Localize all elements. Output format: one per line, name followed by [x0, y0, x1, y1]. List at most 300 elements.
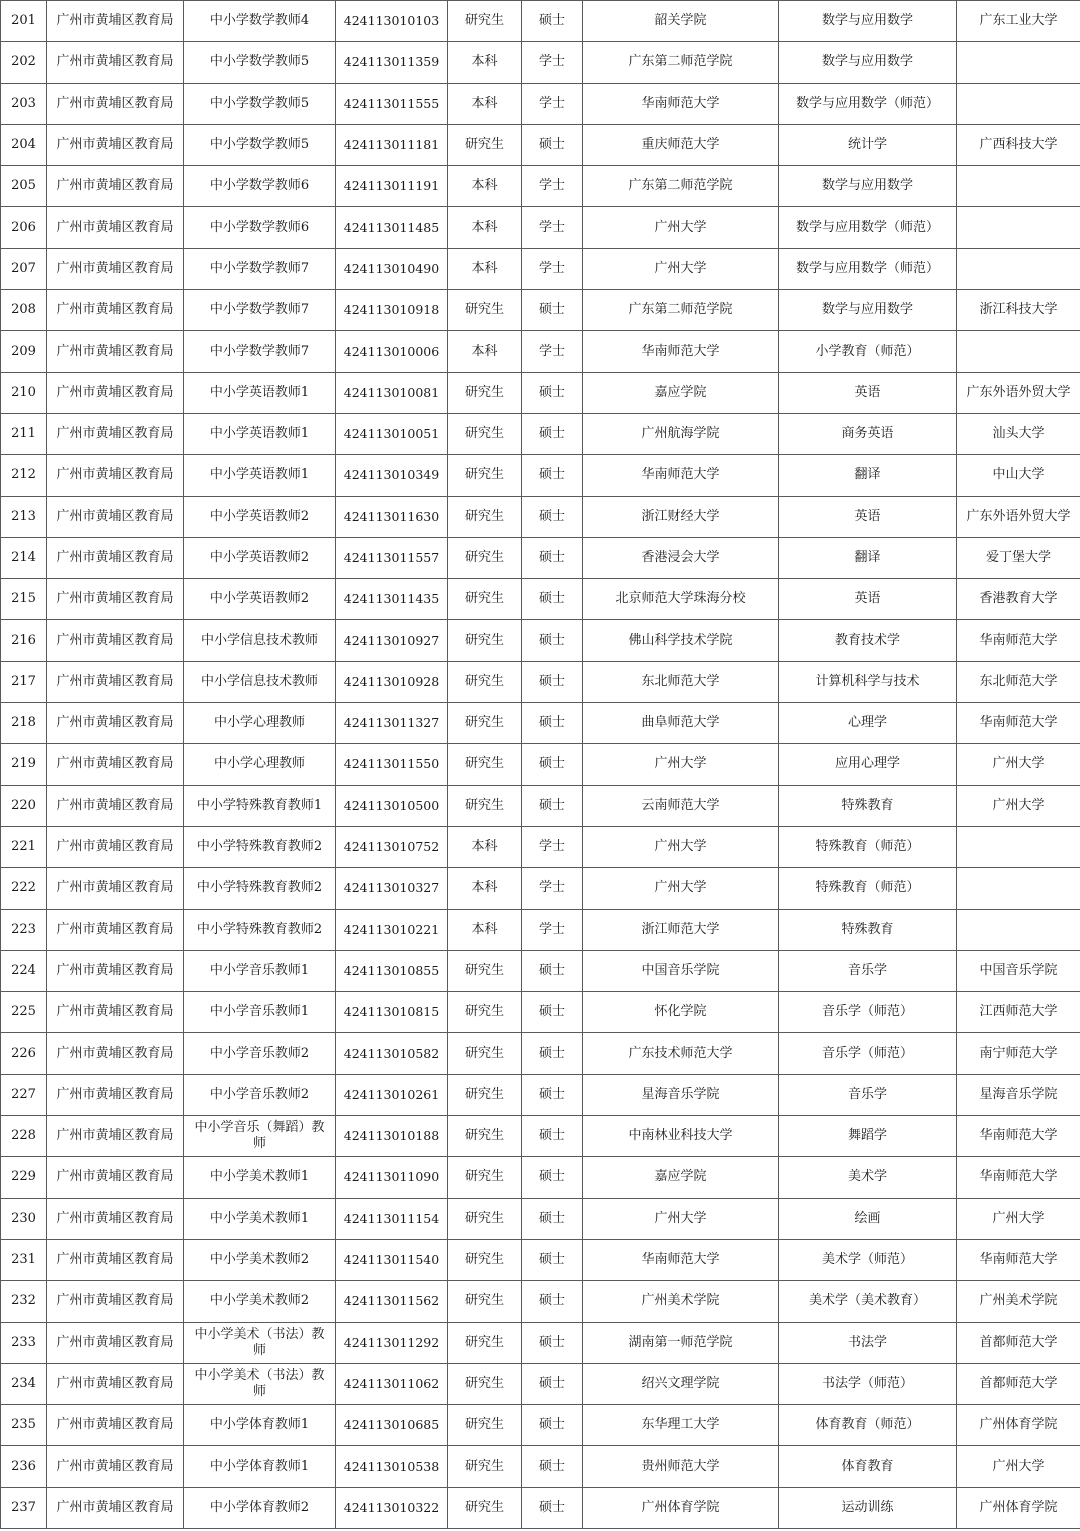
row-number-cell: 204 — [1, 124, 47, 165]
ticket-number-cell: 424113011062 — [336, 1363, 448, 1404]
row-number-cell: 223 — [1, 909, 47, 950]
degree-cell: 硕士 — [522, 744, 583, 785]
row-number-cell: 208 — [1, 290, 47, 331]
row-number-cell: 205 — [1, 166, 47, 207]
graduate-school-cell: 首都师范大学 — [957, 1322, 1080, 1363]
degree-cell: 学士 — [522, 909, 583, 950]
major-cell: 舞蹈学 — [779, 1116, 957, 1157]
major-cell: 美术学（美术教育） — [779, 1281, 957, 1322]
major-cell: 数学与应用数学 — [779, 166, 957, 207]
graduate-school-cell — [957, 207, 1080, 248]
table-row — [1, 1, 1080, 42]
employer-cell: 广州市黄埔区教育局 — [47, 248, 184, 289]
undergraduate-school-cell: 东北师范大学 — [583, 661, 779, 702]
graduate-school-cell: 浙江科技大学 — [957, 290, 1080, 331]
undergraduate-school-cell: 绍兴文理学院 — [583, 1363, 779, 1404]
position-cell: 中小学特殊教育教师2 — [184, 868, 336, 909]
ticket-number-cell: 424113011557 — [336, 537, 448, 578]
position-cell: 中小学心理教师 — [184, 703, 336, 744]
undergraduate-school-cell: 浙江师范大学 — [583, 909, 779, 950]
ticket-number-cell: 424113011359 — [336, 42, 448, 83]
row-number-cell: 211 — [1, 413, 47, 454]
major-cell: 数学与应用数学（师范） — [779, 248, 957, 289]
table-row — [1, 455, 1080, 496]
employer-cell: 广州市黄埔区教育局 — [47, 1198, 184, 1239]
education-level-cell: 研究生 — [448, 1, 522, 42]
position-cell: 中小学数学教师7 — [184, 290, 336, 331]
ticket-number-cell: 424113011292 — [336, 1322, 448, 1363]
graduate-school-cell — [957, 868, 1080, 909]
employer-cell: 广州市黄埔区教育局 — [47, 1239, 184, 1280]
table-row — [1, 785, 1080, 826]
graduate-school-cell: 华南师范大学 — [957, 1239, 1080, 1280]
undergraduate-school-cell: 韶关学院 — [583, 1, 779, 42]
employer-cell: 广州市黄埔区教育局 — [47, 207, 184, 248]
education-level-cell: 研究生 — [448, 290, 522, 331]
employer-cell: 广州市黄埔区教育局 — [47, 124, 184, 165]
row-number-cell: 221 — [1, 826, 47, 867]
education-level-cell: 研究生 — [448, 1322, 522, 1363]
education-level-cell: 本科 — [448, 248, 522, 289]
employer-cell: 广州市黄埔区教育局 — [47, 868, 184, 909]
undergraduate-school-cell: 广东第二师范学院 — [583, 290, 779, 331]
ticket-number-cell: 424113011485 — [336, 207, 448, 248]
row-number-cell: 216 — [1, 620, 47, 661]
ticket-number-cell: 424113011630 — [336, 496, 448, 537]
row-number-cell: 203 — [1, 83, 47, 124]
major-cell: 教育技术学 — [779, 620, 957, 661]
major-cell: 运动训练 — [779, 1487, 957, 1528]
degree-cell: 硕士 — [522, 1239, 583, 1280]
undergraduate-school-cell: 怀化学院 — [583, 992, 779, 1033]
education-level-cell: 研究生 — [448, 744, 522, 785]
employer-cell: 广州市黄埔区教育局 — [47, 785, 184, 826]
major-cell: 数学与应用数学 — [779, 290, 957, 331]
row-number-cell: 235 — [1, 1405, 47, 1446]
degree-cell: 硕士 — [522, 1116, 583, 1157]
undergraduate-school-cell: 曲阜师范大学 — [583, 703, 779, 744]
degree-cell: 硕士 — [522, 992, 583, 1033]
table-row — [1, 1033, 1080, 1074]
table-row — [1, 703, 1080, 744]
table-row — [1, 83, 1080, 124]
degree-cell: 硕士 — [522, 703, 583, 744]
graduate-school-cell: 中国音乐学院 — [957, 950, 1080, 991]
position-cell: 中小学心理教师 — [184, 744, 336, 785]
undergraduate-school-cell: 香港浸会大学 — [583, 537, 779, 578]
employer-cell: 广州市黄埔区教育局 — [47, 83, 184, 124]
major-cell: 翻译 — [779, 455, 957, 496]
education-level-cell: 研究生 — [448, 1281, 522, 1322]
undergraduate-school-cell: 东华理工大学 — [583, 1405, 779, 1446]
graduate-school-cell — [957, 331, 1080, 372]
graduate-school-cell: 广州体育学院 — [957, 1487, 1080, 1528]
ticket-number-cell: 424113011435 — [336, 579, 448, 620]
table-row — [1, 166, 1080, 207]
graduate-school-cell: 南宁师范大学 — [957, 1033, 1080, 1074]
education-level-cell: 本科 — [448, 909, 522, 950]
graduate-school-cell: 汕头大学 — [957, 413, 1080, 454]
major-cell: 英语 — [779, 372, 957, 413]
employer-cell: 广州市黄埔区教育局 — [47, 413, 184, 454]
row-number-cell: 218 — [1, 703, 47, 744]
table-row — [1, 124, 1080, 165]
undergraduate-school-cell: 广东第二师范学院 — [583, 166, 779, 207]
row-number-cell: 228 — [1, 1116, 47, 1157]
table-row — [1, 413, 1080, 454]
ticket-number-cell: 424113010327 — [336, 868, 448, 909]
major-cell: 音乐学（师范） — [779, 1033, 957, 1074]
major-cell: 音乐学 — [779, 1074, 957, 1115]
education-level-cell: 研究生 — [448, 1239, 522, 1280]
education-level-cell: 本科 — [448, 83, 522, 124]
ticket-number-cell: 424113010918 — [336, 290, 448, 331]
table-row — [1, 909, 1080, 950]
position-cell: 中小学音乐教师2 — [184, 1074, 336, 1115]
ticket-number-cell: 424113011550 — [336, 744, 448, 785]
position-cell: 中小学美术教师2 — [184, 1239, 336, 1280]
education-level-cell: 研究生 — [448, 661, 522, 702]
degree-cell: 硕士 — [522, 661, 583, 702]
graduate-school-cell — [957, 826, 1080, 867]
row-number-cell: 219 — [1, 744, 47, 785]
undergraduate-school-cell: 华南师范大学 — [583, 331, 779, 372]
education-level-cell: 本科 — [448, 868, 522, 909]
education-level-cell: 研究生 — [448, 620, 522, 661]
table-row — [1, 1239, 1080, 1280]
undergraduate-school-cell: 重庆师范大学 — [583, 124, 779, 165]
ticket-number-cell: 424113010006 — [336, 331, 448, 372]
undergraduate-school-cell: 嘉应学院 — [583, 1157, 779, 1198]
table-body — [1, 1, 1080, 1529]
major-cell: 音乐学（师范） — [779, 992, 957, 1033]
major-cell: 美术学 — [779, 1157, 957, 1198]
table-row — [1, 372, 1080, 413]
undergraduate-school-cell: 广州美术学院 — [583, 1281, 779, 1322]
degree-cell: 硕士 — [522, 1198, 583, 1239]
major-cell: 小学教育（师范） — [779, 331, 957, 372]
position-cell: 中小学数学教师5 — [184, 83, 336, 124]
employer-cell: 广州市黄埔区教育局 — [47, 537, 184, 578]
position-cell: 中小学数学教师7 — [184, 331, 336, 372]
degree-cell: 学士 — [522, 166, 583, 207]
employer-cell: 广州市黄埔区教育局 — [47, 372, 184, 413]
graduate-school-cell — [957, 166, 1080, 207]
degree-cell: 硕士 — [522, 455, 583, 496]
degree-cell: 硕士 — [522, 1033, 583, 1074]
degree-cell: 硕士 — [522, 413, 583, 454]
major-cell: 英语 — [779, 579, 957, 620]
graduate-school-cell: 广东外语外贸大学 — [957, 496, 1080, 537]
table-row — [1, 1322, 1080, 1363]
graduate-school-cell — [957, 248, 1080, 289]
position-cell: 中小学音乐教师1 — [184, 992, 336, 1033]
education-level-cell: 研究生 — [448, 1116, 522, 1157]
ticket-number-cell: 424113010815 — [336, 992, 448, 1033]
graduate-school-cell: 广西科技大学 — [957, 124, 1080, 165]
employer-cell: 广州市黄埔区教育局 — [47, 331, 184, 372]
table-row — [1, 620, 1080, 661]
position-cell: 中小学体育教师2 — [184, 1487, 336, 1528]
major-cell: 绘画 — [779, 1198, 957, 1239]
undergraduate-school-cell: 广州大学 — [583, 744, 779, 785]
undergraduate-school-cell: 中南林业科技大学 — [583, 1116, 779, 1157]
table-row — [1, 496, 1080, 537]
major-cell: 数学与应用数学（师范） — [779, 207, 957, 248]
table-row — [1, 661, 1080, 702]
degree-cell: 硕士 — [522, 579, 583, 620]
employer-cell: 广州市黄埔区教育局 — [47, 166, 184, 207]
ticket-number-cell: 424113011090 — [336, 1157, 448, 1198]
degree-cell: 学士 — [522, 207, 583, 248]
position-cell: 中小学音乐教师1 — [184, 950, 336, 991]
row-number-cell: 225 — [1, 992, 47, 1033]
undergraduate-school-cell: 华南师范大学 — [583, 455, 779, 496]
employer-cell: 广州市黄埔区教育局 — [47, 992, 184, 1033]
degree-cell: 硕士 — [522, 1157, 583, 1198]
employer-cell: 广州市黄埔区教育局 — [47, 909, 184, 950]
employer-cell: 广州市黄埔区教育局 — [47, 661, 184, 702]
employer-cell: 广州市黄埔区教育局 — [47, 826, 184, 867]
education-level-cell: 本科 — [448, 331, 522, 372]
undergraduate-school-cell: 湖南第一师范学院 — [583, 1322, 779, 1363]
major-cell: 特殊教育（师范） — [779, 826, 957, 867]
position-cell: 中小学数学教师5 — [184, 124, 336, 165]
graduate-school-cell: 广东外语外贸大学 — [957, 372, 1080, 413]
employer-cell: 广州市黄埔区教育局 — [47, 1446, 184, 1487]
position-cell: 中小学美术教师1 — [184, 1157, 336, 1198]
major-cell: 数学与应用数学（师范） — [779, 83, 957, 124]
education-level-cell: 研究生 — [448, 1198, 522, 1239]
degree-cell: 硕士 — [522, 785, 583, 826]
employer-cell: 广州市黄埔区教育局 — [47, 950, 184, 991]
education-level-cell: 研究生 — [448, 496, 522, 537]
position-cell: 中小学英语教师2 — [184, 579, 336, 620]
ticket-number-cell: 424113011562 — [336, 1281, 448, 1322]
row-number-cell: 222 — [1, 868, 47, 909]
major-cell: 特殊教育 — [779, 785, 957, 826]
table-row — [1, 579, 1080, 620]
ticket-number-cell: 424113010927 — [336, 620, 448, 661]
degree-cell: 硕士 — [522, 290, 583, 331]
degree-cell: 学士 — [522, 83, 583, 124]
major-cell: 应用心理学 — [779, 744, 957, 785]
row-number-cell: 217 — [1, 661, 47, 702]
education-level-cell: 研究生 — [448, 703, 522, 744]
ticket-number-cell: 424113010582 — [336, 1033, 448, 1074]
education-level-cell: 研究生 — [448, 1446, 522, 1487]
ticket-number-cell: 424113011181 — [336, 124, 448, 165]
position-cell: 中小学数学教师6 — [184, 207, 336, 248]
graduate-school-cell: 广州体育学院 — [957, 1405, 1080, 1446]
undergraduate-school-cell: 广东第二师范学院 — [583, 42, 779, 83]
degree-cell: 硕士 — [522, 1, 583, 42]
position-cell: 中小学英语教师1 — [184, 455, 336, 496]
graduate-school-cell: 东北师范大学 — [957, 661, 1080, 702]
education-level-cell: 研究生 — [448, 950, 522, 991]
graduate-school-cell: 华南师范大学 — [957, 1157, 1080, 1198]
undergraduate-school-cell: 广东技术师范大学 — [583, 1033, 779, 1074]
graduate-school-cell: 华南师范大学 — [957, 620, 1080, 661]
row-number-cell: 209 — [1, 331, 47, 372]
row-number-cell: 236 — [1, 1446, 47, 1487]
degree-cell: 硕士 — [522, 1322, 583, 1363]
employer-cell: 广州市黄埔区教育局 — [47, 1322, 184, 1363]
employer-cell: 广州市黄埔区教育局 — [47, 703, 184, 744]
major-cell: 计算机科学与技术 — [779, 661, 957, 702]
row-number-cell: 210 — [1, 372, 47, 413]
education-level-cell: 研究生 — [448, 1363, 522, 1404]
table-row — [1, 1446, 1080, 1487]
employer-cell: 广州市黄埔区教育局 — [47, 1, 184, 42]
table-row — [1, 1074, 1080, 1115]
ticket-number-cell: 424113011555 — [336, 83, 448, 124]
major-cell: 翻译 — [779, 537, 957, 578]
table-row — [1, 1405, 1080, 1446]
graduate-school-cell: 华南师范大学 — [957, 703, 1080, 744]
row-number-cell: 212 — [1, 455, 47, 496]
row-number-cell: 224 — [1, 950, 47, 991]
table-row — [1, 331, 1080, 372]
employer-cell: 广州市黄埔区教育局 — [47, 1405, 184, 1446]
ticket-number-cell: 424113010051 — [336, 413, 448, 454]
education-level-cell: 本科 — [448, 826, 522, 867]
undergraduate-school-cell: 广州大学 — [583, 826, 779, 867]
table-row — [1, 207, 1080, 248]
position-cell: 中小学音乐教师2 — [184, 1033, 336, 1074]
undergraduate-school-cell: 华南师范大学 — [583, 83, 779, 124]
position-cell: 中小学美术教师2 — [184, 1281, 336, 1322]
position-cell: 中小学特殊教育教师2 — [184, 826, 336, 867]
education-level-cell: 研究生 — [448, 413, 522, 454]
row-number-cell: 214 — [1, 537, 47, 578]
ticket-number-cell: 424113010261 — [336, 1074, 448, 1115]
degree-cell: 硕士 — [522, 496, 583, 537]
undergraduate-school-cell: 佛山科学技术学院 — [583, 620, 779, 661]
position-cell: 中小学英语教师2 — [184, 496, 336, 537]
graduate-school-cell: 爱丁堡大学 — [957, 537, 1080, 578]
position-cell: 中小学美术（书法）教师 — [184, 1363, 336, 1404]
undergraduate-school-cell: 浙江财经大学 — [583, 496, 779, 537]
ticket-number-cell: 424113010322 — [336, 1487, 448, 1528]
graduate-school-cell: 广州大学 — [957, 1198, 1080, 1239]
row-number-cell: 230 — [1, 1198, 47, 1239]
table-row — [1, 1116, 1080, 1157]
undergraduate-school-cell: 广州航海学院 — [583, 413, 779, 454]
graduate-school-cell: 广东工业大学 — [957, 1, 1080, 42]
table-row — [1, 744, 1080, 785]
ticket-number-cell: 424113010490 — [336, 248, 448, 289]
position-cell: 中小学音乐（舞蹈）教师 — [184, 1116, 336, 1157]
graduate-school-cell: 星海音乐学院 — [957, 1074, 1080, 1115]
major-cell: 英语 — [779, 496, 957, 537]
table-row — [1, 290, 1080, 331]
graduate-school-cell — [957, 42, 1080, 83]
employer-cell: 广州市黄埔区教育局 — [47, 290, 184, 331]
ticket-number-cell: 424113011191 — [336, 166, 448, 207]
graduate-school-cell: 广州大学 — [957, 744, 1080, 785]
undergraduate-school-cell: 广州大学 — [583, 1198, 779, 1239]
row-number-cell: 226 — [1, 1033, 47, 1074]
table-row — [1, 826, 1080, 867]
row-number-cell: 229 — [1, 1157, 47, 1198]
undergraduate-school-cell: 华南师范大学 — [583, 1239, 779, 1280]
degree-cell: 硕士 — [522, 1446, 583, 1487]
education-level-cell: 研究生 — [448, 1157, 522, 1198]
education-level-cell: 研究生 — [448, 455, 522, 496]
graduate-school-cell: 首都师范大学 — [957, 1363, 1080, 1404]
row-number-cell: 231 — [1, 1239, 47, 1280]
degree-cell: 硕士 — [522, 1405, 583, 1446]
degree-cell: 硕士 — [522, 1363, 583, 1404]
graduate-school-cell — [957, 83, 1080, 124]
degree-cell: 硕士 — [522, 537, 583, 578]
ticket-number-cell: 424113010221 — [336, 909, 448, 950]
position-cell: 中小学英语教师1 — [184, 413, 336, 454]
degree-cell: 学士 — [522, 868, 583, 909]
graduate-school-cell: 华南师范大学 — [957, 1116, 1080, 1157]
degree-cell: 学士 — [522, 331, 583, 372]
education-level-cell: 研究生 — [448, 1074, 522, 1115]
position-cell: 中小学美术（书法）教师 — [184, 1322, 336, 1363]
major-cell: 体育教育（师范） — [779, 1405, 957, 1446]
degree-cell: 硕士 — [522, 124, 583, 165]
major-cell: 数学与应用数学 — [779, 42, 957, 83]
major-cell: 商务英语 — [779, 413, 957, 454]
undergraduate-school-cell: 贵州师范大学 — [583, 1446, 779, 1487]
major-cell: 数学与应用数学 — [779, 1, 957, 42]
employer-cell: 广州市黄埔区教育局 — [47, 744, 184, 785]
table-row — [1, 248, 1080, 289]
table-row — [1, 950, 1080, 991]
row-number-cell: 206 — [1, 207, 47, 248]
row-number-cell: 234 — [1, 1363, 47, 1404]
major-cell: 美术学（师范） — [779, 1239, 957, 1280]
position-cell: 中小学数学教师5 — [184, 42, 336, 83]
position-cell: 中小学体育教师1 — [184, 1405, 336, 1446]
position-cell: 中小学数学教师4 — [184, 1, 336, 42]
row-number-cell: 233 — [1, 1322, 47, 1363]
education-level-cell: 研究生 — [448, 537, 522, 578]
graduate-school-cell: 广州大学 — [957, 785, 1080, 826]
education-level-cell: 研究生 — [448, 1487, 522, 1528]
row-number-cell: 202 — [1, 42, 47, 83]
degree-cell: 硕士 — [522, 950, 583, 991]
table-row — [1, 1157, 1080, 1198]
degree-cell: 学士 — [522, 42, 583, 83]
undergraduate-school-cell: 嘉应学院 — [583, 372, 779, 413]
undergraduate-school-cell: 云南师范大学 — [583, 785, 779, 826]
ticket-number-cell: 424113011540 — [336, 1239, 448, 1280]
graduate-school-cell: 香港教育大学 — [957, 579, 1080, 620]
table-row — [1, 1487, 1080, 1528]
table-row — [1, 537, 1080, 578]
major-cell: 体育教育 — [779, 1446, 957, 1487]
education-level-cell: 本科 — [448, 207, 522, 248]
undergraduate-school-cell: 广州大学 — [583, 868, 779, 909]
position-cell: 中小学信息技术教师 — [184, 661, 336, 702]
graduate-school-cell: 广州大学 — [957, 1446, 1080, 1487]
degree-cell: 硕士 — [522, 1074, 583, 1115]
education-level-cell: 研究生 — [448, 1033, 522, 1074]
employer-cell: 广州市黄埔区教育局 — [47, 1281, 184, 1322]
education-level-cell: 本科 — [448, 166, 522, 207]
education-level-cell: 研究生 — [448, 992, 522, 1033]
position-cell: 中小学英语教师2 — [184, 537, 336, 578]
employer-cell: 广州市黄埔区教育局 — [47, 1033, 184, 1074]
employer-cell: 广州市黄埔区教育局 — [47, 496, 184, 537]
undergraduate-school-cell: 广州大学 — [583, 207, 779, 248]
